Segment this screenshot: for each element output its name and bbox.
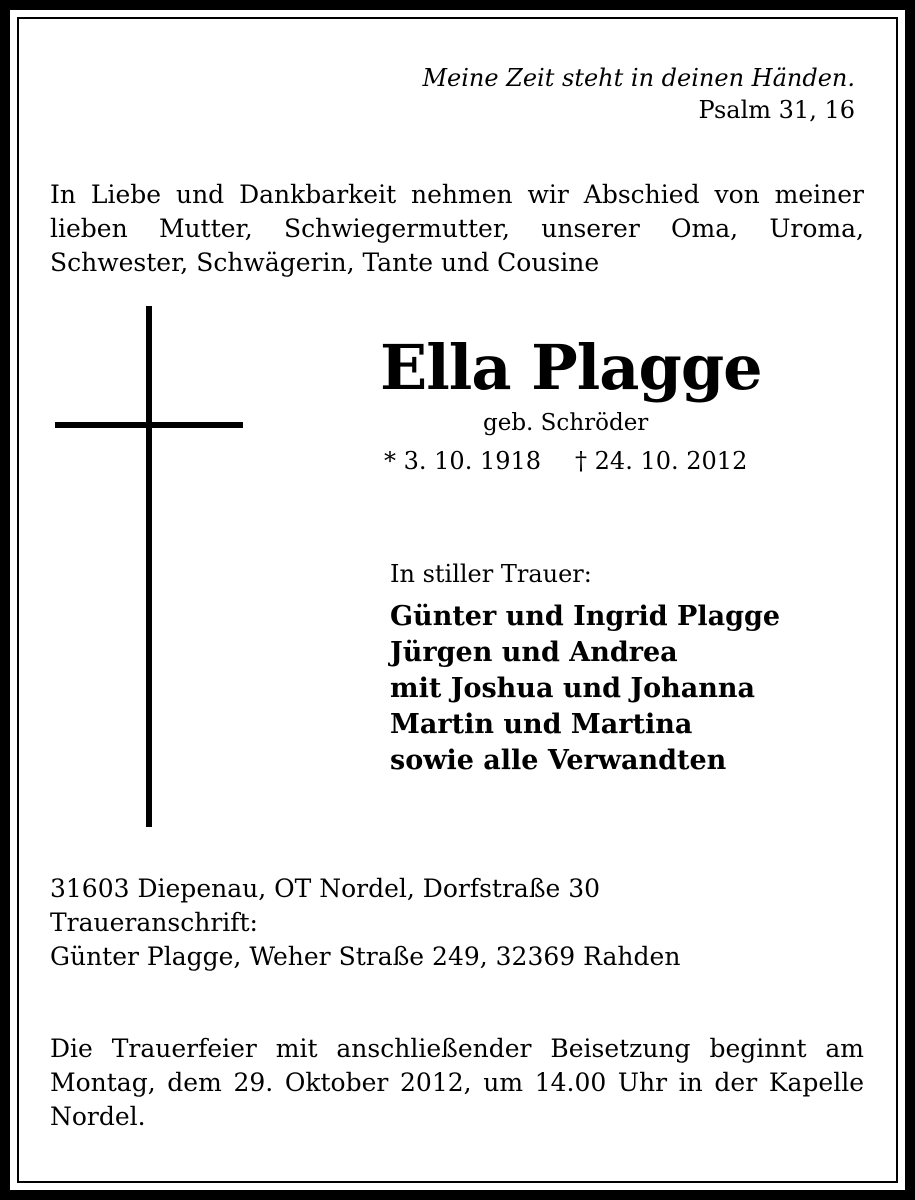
cross-vertical-bar [146, 306, 152, 827]
mourner-line: Jürgen und Andrea [390, 637, 678, 668]
condolence-address: Günter Plagge, Weher Straße 249, 32369 Rahden [50, 942, 681, 971]
deceased-name: Ella Plagge [380, 331, 762, 404]
mourners-list [390, 599, 780, 779]
birth-date: * 3. 10. 1918 [384, 447, 542, 475]
mourning-label: In stiller Trauer: [390, 560, 592, 588]
mourner-line: Martin und Martina [390, 709, 693, 740]
condolence-address-label: Traueranschrift: [50, 908, 258, 937]
mourner-line: sowie alle Verwandten [390, 745, 727, 776]
address-block [50, 872, 680, 974]
cross-horizontal-bar [55, 422, 243, 428]
life-dates [384, 445, 747, 477]
intro-text: In Liebe und Dankbarkeit nehmen wir Abschied von meiner lieben Mutter, Schwiegermutter, unserer Oma, Uroma, Schwester, Schwägerin, Tante und Cousine [50, 180, 864, 277]
verse-reference: Psalm 31, 16 [698, 96, 855, 124]
mourner-line: mit Joshua und Johanna [390, 673, 756, 704]
verse-quote: Meine Zeit steht in deinen Händen. [422, 64, 855, 92]
bible-verse [422, 62, 855, 126]
death-date: † 24. 10. 2012 [575, 447, 748, 475]
funeral-notice: Die Trauerfeier mit anschließender Beisetzung beginnt am Montag, dem 29. Oktober 2012, um 14.00 Uhr in der Kapelle Nordel. [50, 1034, 864, 1131]
birth-name: geb. Schröder [483, 410, 649, 436]
residence-address: 31603 Diepenau, OT Nordel, Dorfstraße 30 [50, 874, 601, 903]
mourner-line: Günter und Ingrid Plagge [390, 601, 781, 632]
